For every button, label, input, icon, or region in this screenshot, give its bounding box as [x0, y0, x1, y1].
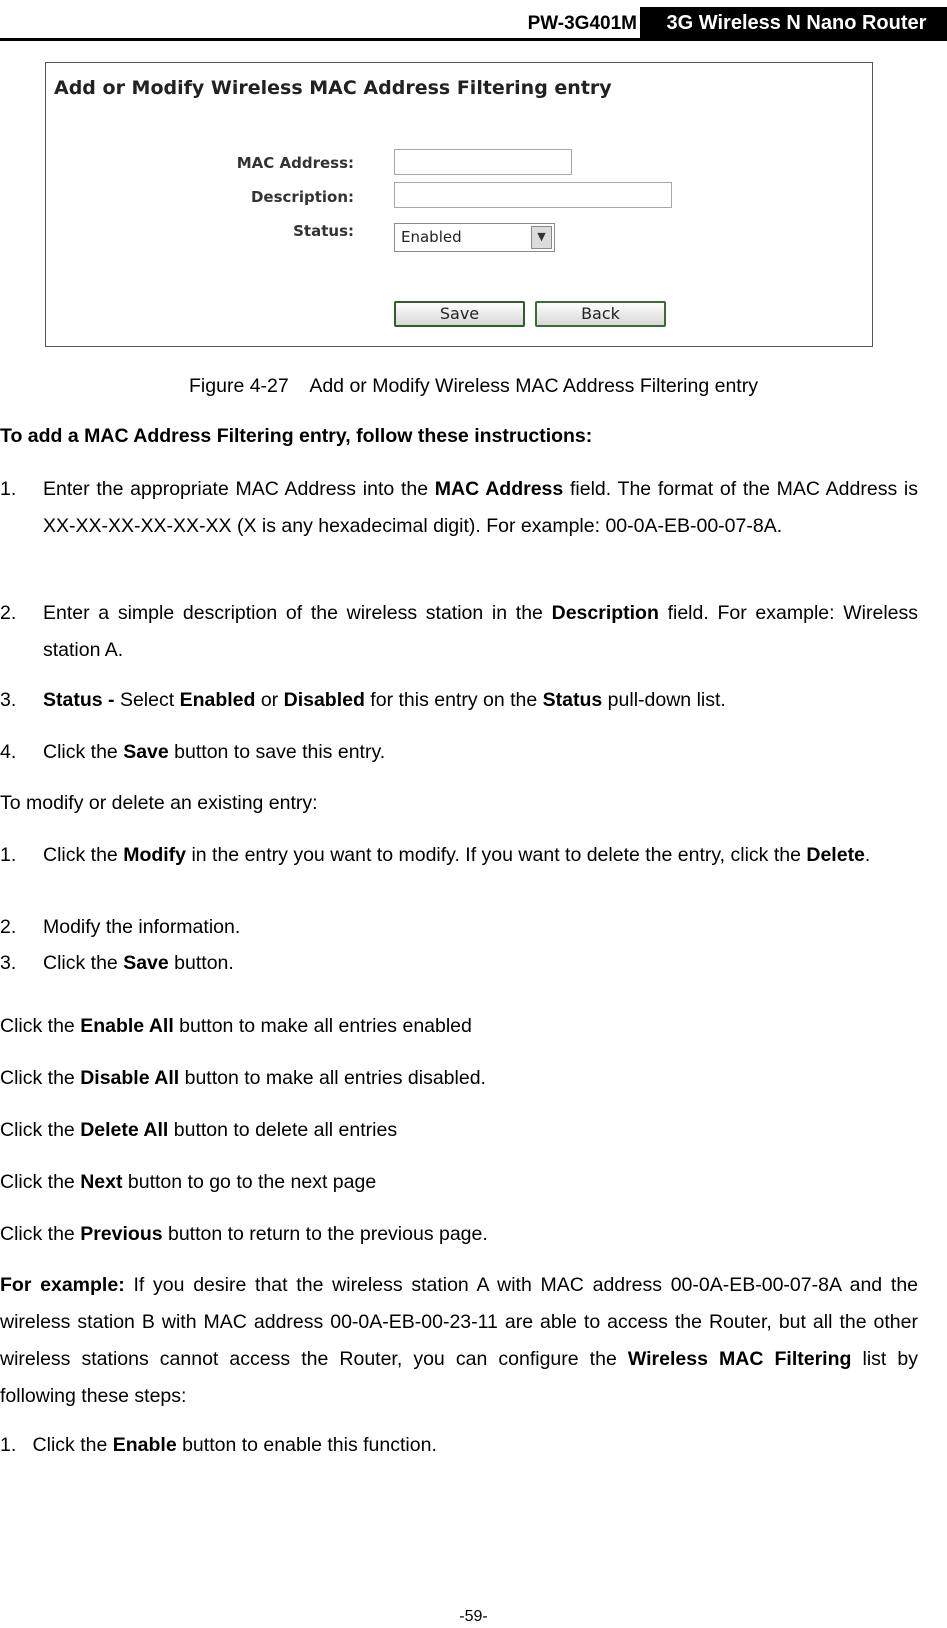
add-heading: To add a MAC Address Filtering entry, follow these instructions:	[0, 425, 593, 447]
status-select[interactable]	[394, 223, 555, 252]
mac-address-input[interactable]	[394, 149, 572, 175]
disable-all-note: Click the Disable All button to make all entries disabled.	[0, 1067, 486, 1089]
figure-mac-filter-form	[45, 62, 873, 347]
mac-address-label: MAC Address:	[236, 154, 354, 172]
status-selected-value: Enabled	[401, 228, 462, 246]
delete-all-note: Click the Delete All button to delete all entries	[0, 1119, 398, 1141]
save-button[interactable]: Save	[394, 301, 525, 327]
status-label: Status:	[293, 222, 354, 240]
enable-all-note: Click the Enable All button to make all entries enabled	[0, 1015, 472, 1037]
page-number: -59-	[459, 1608, 488, 1625]
form-title: Add or Modify Wireless MAC Address Filtering entry	[54, 77, 612, 99]
figure-caption: Figure 4-27 Add or Modify Wireless MAC Address Filtering entry	[189, 375, 758, 397]
example-step: 1. Click the Enable button to enable this function.	[0, 1434, 437, 1456]
description-input[interactable]	[394, 182, 672, 208]
header-rule	[0, 38, 947, 41]
page-header	[0, 0, 947, 40]
header-product: 3G Wireless N Nano Router	[640, 7, 947, 39]
modify-heading: To modify or delete an existing entry:	[0, 792, 318, 814]
chevron-down-icon[interactable]: ▼	[531, 226, 552, 249]
previous-note: Click the Previous button to return to the previous page.	[0, 1223, 488, 1245]
example-paragraph: For example: If you desire that the wireless station A with MAC address 00-0A-EB-00-07-8A and the wireless station B with MAC address 00-0A-EB-00-23-11 are able to access the Router, but all the other wireless stations cannot access the Router, you can configure the Wireless MAC Filtering list by following these steps:	[0, 1274, 919, 1407]
back-button[interactable]: Back	[535, 301, 666, 327]
header-model: PW-3G401M	[527, 13, 637, 34]
description-label: Description:	[250, 188, 354, 206]
next-note: Click the Next button to go to the next page	[0, 1171, 377, 1193]
